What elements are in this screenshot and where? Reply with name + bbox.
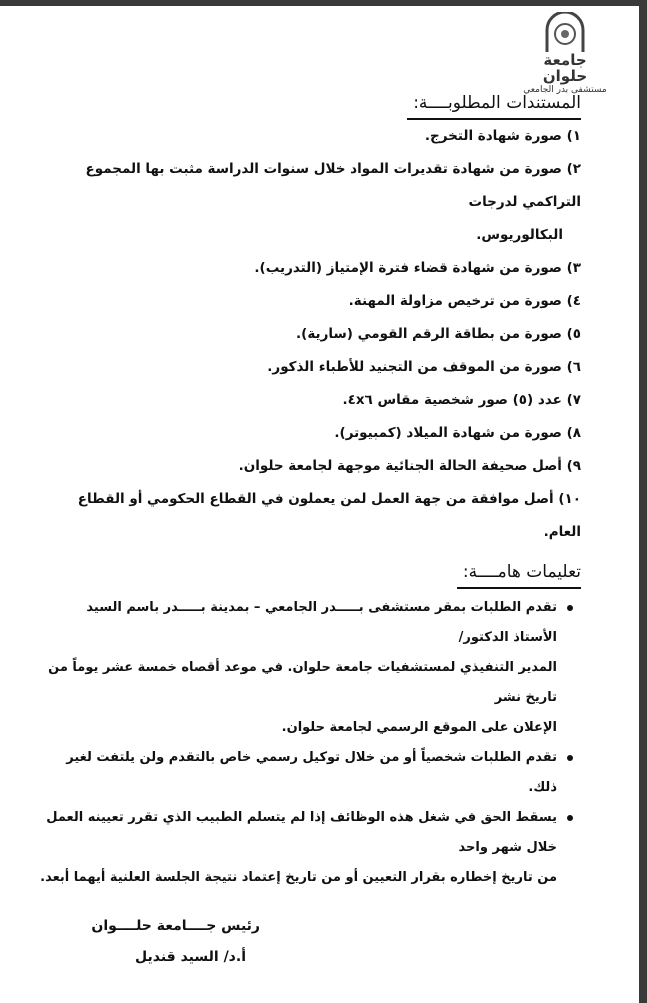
bullet-icon bbox=[567, 815, 573, 821]
list-item: ١) صورة شهادة التخرج. bbox=[424, 128, 581, 144]
instruction-text: يسقط الحق في شغل هذه الوظائف إذا لم يتسلم الطبيب الذي تقرر تعيينه العمل خلال شهر واحد bbox=[46, 810, 557, 855]
list-item: ٨) صورة من شهادة الميلاد (كمبيوتر). bbox=[334, 425, 581, 441]
list-item: ٦) صورة من الموقف من التجنيد للأطباء الذكور. bbox=[267, 359, 581, 375]
logo-subtitle: مستشفى بدر الجامعي bbox=[523, 85, 607, 95]
list-item: ١٠) أصل موافقة من جهة العمل لمن يعملون في القطاع الحكومي أو القطاع العام. bbox=[77, 491, 581, 540]
signature-block bbox=[40, 911, 260, 973]
instruction-line: من تاريخ إخطاره بقرار التعيين أو من تاريخ إعتماد نتيجة الجلسة العلنية أيهما أبعد. bbox=[40, 870, 557, 885]
document-body bbox=[0, 6, 639, 893]
list-item: ٩) أصل صحيفة الحالة الجنائية موجهة لجامعة حلوان. bbox=[238, 458, 581, 474]
instruction-text: تقدم الطلبات شخصياً أو من خلال توكيل رسمي خاص بالتقدم ولن يلتفت لغير ذلك. bbox=[66, 750, 557, 795]
signature-title: رئيس جــــامعة حلــــوان bbox=[91, 918, 260, 934]
instruction-line: الإعلان على الموقع الرسمي لجامعة حلوان. bbox=[281, 720, 557, 735]
list-item: ٥) صورة من بطاقة الرقم القومي (سارية). bbox=[296, 326, 581, 342]
instruction-text: تقدم الطلبات بمقر مستشفى بـــــدر الجامعي – بمدينة بـــــدر باسم السيد الأستاذ الدكتور/ bbox=[86, 600, 557, 645]
instruction-line bbox=[40, 593, 557, 653]
signature-name: أ.د/ السيد قنديل bbox=[135, 949, 246, 965]
instruction-line bbox=[40, 803, 557, 863]
required-documents-heading: المستندات المطلوبــــة: bbox=[407, 88, 581, 120]
list-item: ٣) صورة من شهادة قضاء فترة الإمتياز (التدريب). bbox=[254, 260, 581, 276]
list-item: البكالوريوس. bbox=[476, 227, 563, 243]
logo-name: جامعة حلوان bbox=[542, 51, 588, 85]
instruction-line bbox=[40, 743, 557, 803]
list-item: ٧) عدد (٥) صور شخصية مقاس ٤x٦. bbox=[342, 392, 581, 408]
list-item: ٤) صورة من ترخيص مزاولة المهنة. bbox=[348, 293, 581, 309]
instruction-line: المدير التنفيذي لمستشفيات جامعة حلوان. في موعد أقصاه خمسة عشر يوماً من تاريخ نشر bbox=[48, 660, 557, 705]
instructions-heading: تعليمات هامــــة: bbox=[457, 557, 581, 589]
instructions-list bbox=[40, 593, 581, 893]
list-item: ٢) صورة من شهادة تقديرات المواد خلال سنوات الدراسة مثبت بها المجموع التراكمي لدرجات bbox=[85, 161, 581, 210]
bullet-icon bbox=[567, 755, 573, 761]
document-page bbox=[0, 6, 639, 1003]
bullet-icon bbox=[567, 605, 573, 611]
